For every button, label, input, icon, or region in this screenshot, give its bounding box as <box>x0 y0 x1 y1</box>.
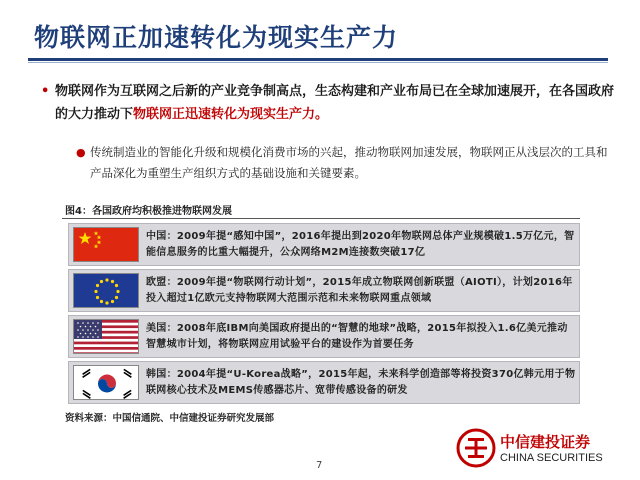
page-number: 7 <box>316 460 323 471</box>
figure-caption: 图4：各国政府均积极推进物联网发展 <box>65 206 232 217</box>
main-bullet <box>41 80 615 126</box>
logo-text-cn: 中信建投证券 <box>500 433 591 451</box>
sub-bullet-dot-icon: ● <box>76 146 86 159</box>
title-bar <box>0 0 640 58</box>
title-underline <box>28 58 608 61</box>
sub-bullet-text: 传统制造业的智能化升级和规模化消费市场的兴起，推动物联网加速发展，物联网正从浅层次的工具和产品深化为重塑生产组织方式的基础设施和关键要素。 <box>90 145 608 180</box>
country-row-korea <box>68 361 580 404</box>
country-row-usa <box>68 315 580 358</box>
country-text-usa: 美国：2008年底IBM向美国政府提出的“智慧的地球”战略，2015年拟投入1.6亿美元推动智慧城市计划，将物联网应用试验平台的建设作为首要任务 <box>146 323 568 350</box>
company-logo <box>456 428 606 472</box>
country-row-china <box>68 223 580 266</box>
korea-flag-icon <box>73 365 139 400</box>
country-text-eu: 欧盟：2009年提“物联网行动计划”，2015年成立物联网创新联盟（AIOTI），计划2016年投入超过1亿欧元支持物联网大范围示范和未来物联网重点领域 <box>146 277 573 304</box>
logo-text-en: CHINA SECURITIES <box>500 452 603 464</box>
main-bullet-text: 物联网作为互联网之后新的产业竞争制高点，生态构建和产业布局已在全球加速展开，在各国政府的大力推动下 <box>55 84 615 122</box>
slide-title: 物联网正加速转化为现实生产力 <box>34 23 399 52</box>
eu-flag-icon <box>73 273 139 308</box>
title-underline-thin <box>28 62 608 63</box>
country-text-china: 中国：2009年提“感知中国”，2016年提出到2020年物联网总体产业规模破1.5万亿元，智能信息服务的比重大幅提升，公众网络M2M连接数突破17亿 <box>146 231 575 258</box>
source-note: 资料来源：中国信通院、中信建投证券研究发展部 <box>65 413 275 424</box>
us-flag-icon <box>73 319 139 354</box>
figure-rule <box>62 218 580 219</box>
bullet-dot-icon: • <box>41 84 50 99</box>
main-bullet-highlight: 物联网正迅速转化为现实生产力。 <box>133 107 329 122</box>
china-flag-icon <box>73 227 139 262</box>
citic-logo-icon <box>456 428 496 468</box>
country-row-eu <box>68 269 580 312</box>
sub-bullet <box>76 142 610 184</box>
country-text-korea: 韩国：2004年提“U-Korea战略”，2015年起，未来科学创造部等将投资370亿韩元用于物联网核心技术及MEMS传感器芯片、宽带传感设备的研发 <box>146 369 576 396</box>
